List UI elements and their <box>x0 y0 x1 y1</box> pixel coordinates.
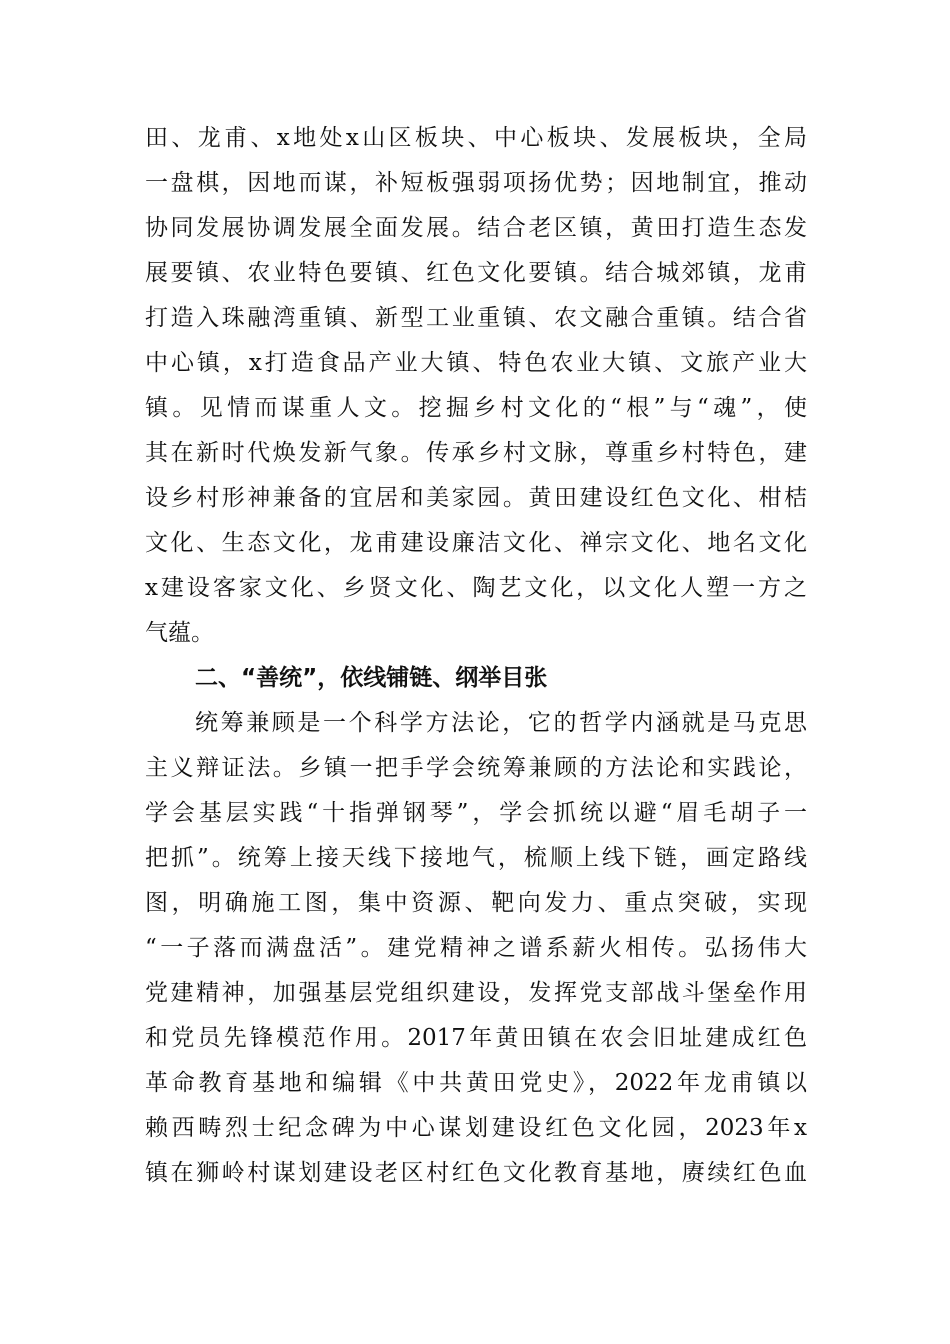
text-line: x建设客家文化、乡贤文化、陶艺文化，以文化人塑一方之 <box>145 575 807 601</box>
text-line: 田、龙甫、x地处x山区板块、中心板块、发展板块，全局 <box>145 125 807 151</box>
paragraph-1 <box>145 116 807 656</box>
text-line: 统筹兼顾是一个科学方法论，它的哲学内涵就是马克思 <box>195 710 807 736</box>
section-heading: 二、“善统”，依线铺链、纲举目张 <box>195 665 548 691</box>
text-line: 和党员先锋模范作用。2017年黄田镇在农会旧址建成红色 <box>145 1025 807 1051</box>
text-line: 展要镇、农业特色要镇、红色文化要镇。结合城郊镇，龙甫 <box>145 260 807 286</box>
paragraph-2 <box>145 701 807 1196</box>
text-line: 把抓”。统筹上接天线下接地气，梳顺上线下链，画定路线 <box>145 845 807 871</box>
text-line: 赖西畴烈士纪念碑为中心谋划建设红色文化园，2023年x <box>145 1115 807 1141</box>
text-line: 一盘棋，因地而谋，补短板强弱项扬优势；因地制宜，推动 <box>145 170 807 196</box>
text-line: 图，明确施工图，集中资源、靶向发力、重点突破，实现 <box>145 890 807 916</box>
document-page <box>145 116 807 1196</box>
text-line: 革命教育基地和编辑《中共黄田党史》，2022年龙甫镇以 <box>145 1070 807 1096</box>
text-line: 气蕴。 <box>145 620 214 646</box>
text-line: 主义辩证法。乡镇一把手学会统筹兼顾的方法论和实践论， <box>145 755 807 781</box>
text-line: 文化、生态文化，龙甫建设廉洁文化、禅宗文化、地名文化 <box>145 530 807 556</box>
text-line: “一子落而满盘活”。建党精神之谱系薪火相传。弘扬伟大 <box>145 935 807 961</box>
text-line: 镇在狮岭村谋划建设老区村红色文化教育基地，赓续红色血 <box>145 1160 807 1186</box>
text-line: 党建精神，加强基层党组织建设，发挥党支部战斗堡垒作用 <box>145 980 807 1006</box>
text-line: 学会基层实践“十指弹钢琴”，学会抓统以避“眉毛胡子一 <box>145 800 807 826</box>
text-line: 打造入珠融湾重镇、新型工业重镇、农文融合重镇。结合省 <box>145 305 807 331</box>
text-line: 中心镇，x打造食品产业大镇、特色农业大镇、文旅产业大 <box>145 350 807 376</box>
text-line: 其在新时代焕发新气象。传承乡村文脉，尊重乡村特色，建 <box>145 440 807 466</box>
text-line: 镇。见情而谋重人文。挖掘乡村文化的“根”与“魂”，使 <box>145 395 807 421</box>
text-line: 设乡村形神兼备的宜居和美家园。黄田建设红色文化、柑桔 <box>145 485 807 511</box>
text-line: 协同发展协调发展全面发展。结合老区镇，黄田打造生态发 <box>145 215 807 241</box>
